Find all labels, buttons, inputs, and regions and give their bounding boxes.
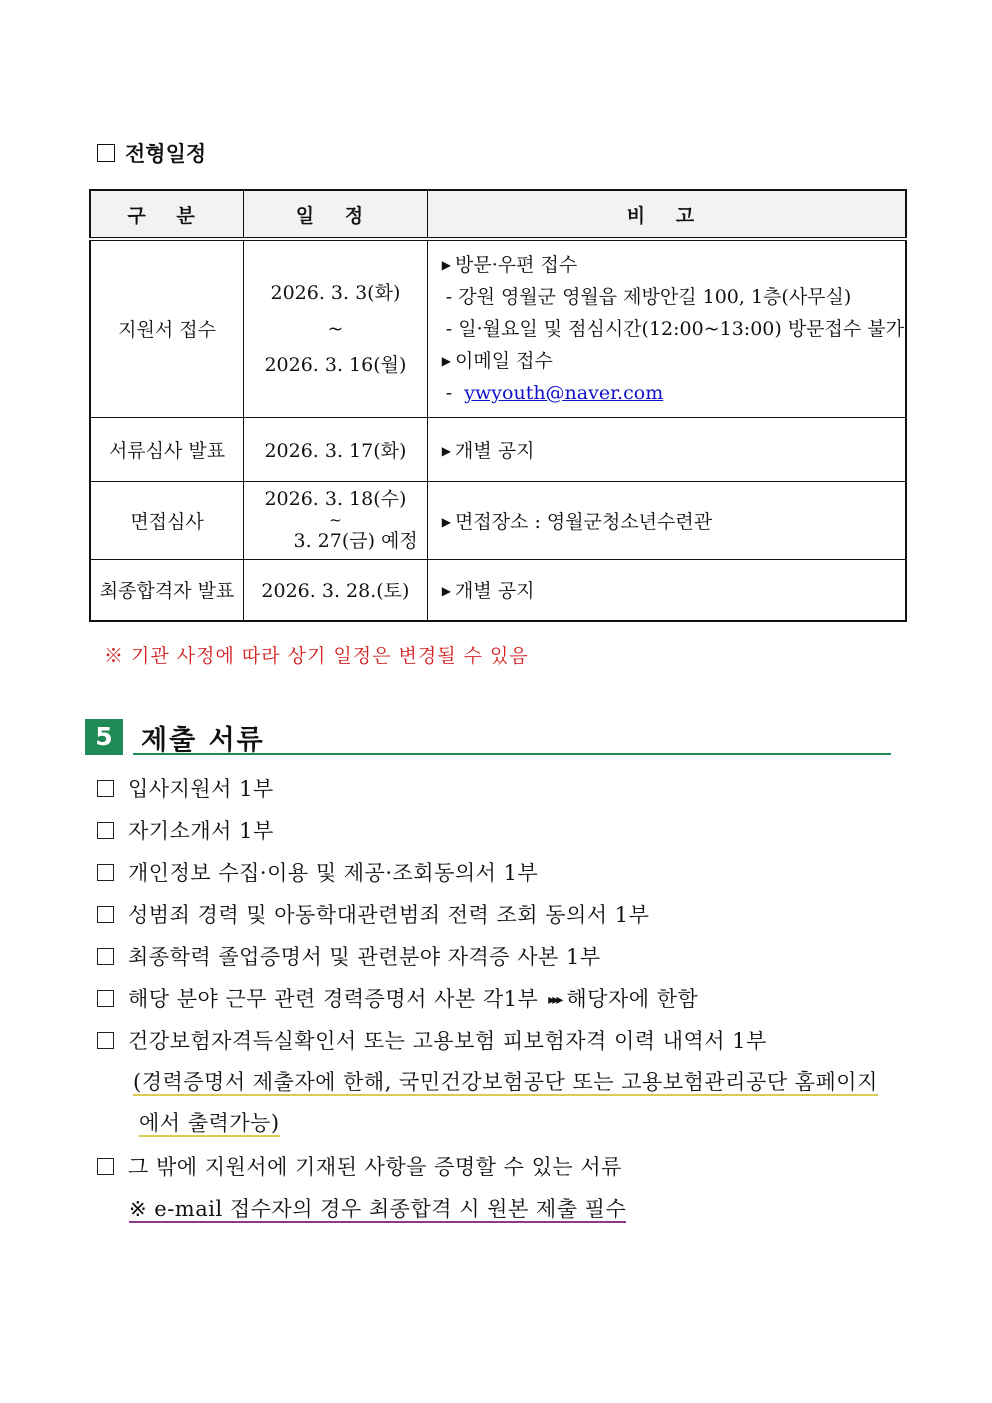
section-number-badge: 5 bbox=[85, 719, 123, 755]
checkbox-icon bbox=[97, 1158, 114, 1175]
row-date: 2026. 3. 17(화) bbox=[244, 417, 428, 481]
row-category: 면접심사 bbox=[90, 481, 244, 559]
row-notes: ▶ 개별 공지 bbox=[427, 417, 906, 481]
row-notes: ▶ 면접장소 : 영월군청소년수련관 bbox=[427, 481, 906, 559]
list-item: 최종학력 졸업증명서 및 관련분야 자격증 사본 1부 bbox=[97, 936, 917, 978]
header-notes: 비 고 bbox=[427, 190, 906, 239]
table-row bbox=[90, 559, 906, 621]
triangle-right-icon: ▶ bbox=[441, 353, 451, 368]
header-category: 구 분 bbox=[90, 190, 244, 239]
triangle-right-icon: ▶ bbox=[441, 584, 451, 599]
schedule-table bbox=[89, 189, 907, 622]
table-header-row bbox=[90, 190, 906, 239]
table-row bbox=[90, 417, 906, 481]
documents-title: 제출 서류 bbox=[141, 725, 265, 756]
checkbox-icon bbox=[97, 822, 114, 839]
list-item-note: ※ e-mail 접수자의 경우 최종합격 시 원본 제출 필수 bbox=[129, 1197, 627, 1221]
documents-heading bbox=[85, 718, 891, 758]
schedule-footnote: ※ 기관 사정에 따라 상기 일정은 변경될 수 있음 bbox=[104, 645, 529, 667]
heading-underline bbox=[133, 753, 891, 755]
table-row bbox=[90, 481, 906, 559]
list-item: 해당 분야 근무 관련 경력증명서 사본 각1부 ▸▸▸ 해당자에 한함 bbox=[97, 978, 917, 1020]
checkbox-icon bbox=[97, 864, 114, 881]
row-category: 서류심사 발표 bbox=[90, 417, 244, 481]
row-date: 2026. 3. 18(수) ~ 3. 27(금) 예정 bbox=[244, 481, 428, 559]
triangle-right-icon: ▶ bbox=[441, 443, 451, 458]
list-item: 개인정보 수집·이용 및 제공·조회동의서 1부 bbox=[97, 852, 917, 894]
row-notes: ▶ 방문·우편 접수 - 강원 영월군 영월읍 제방안길 100, 1층(사무실) - 일·월요일 및 점심시간(12:00~13:00) 방문접수 불가 ▶ 이메일 접수 - ywyouth@naver.com bbox=[427, 239, 906, 417]
checkbox-icon bbox=[97, 1032, 114, 1049]
list-item: 성범죄 경력 및 아동학대관련범죄 전력 조회 동의서 1부 bbox=[97, 894, 917, 936]
row-category: 최종합격자 발표 bbox=[90, 559, 244, 621]
triple-arrow-icon: ▸▸▸ bbox=[548, 992, 561, 1008]
header-date: 일 정 bbox=[244, 190, 428, 239]
list-item-note: 에서 출력가능) bbox=[139, 1111, 280, 1135]
checkbox-icon bbox=[97, 990, 114, 1007]
table-row bbox=[90, 239, 906, 417]
checkbox-icon bbox=[97, 780, 114, 797]
checkbox-icon bbox=[97, 144, 115, 162]
list-item: 입사지원서 1부 bbox=[97, 768, 917, 810]
checkbox-icon bbox=[97, 906, 114, 923]
schedule-section-title: 전형일정 bbox=[97, 138, 206, 168]
row-category: 지원서 접수 bbox=[90, 239, 244, 417]
list-item: 자기소개서 1부 bbox=[97, 810, 917, 852]
list-item-note: (경력증명서 제출자에 한해, 국민건강보험공단 또는 고용보험관리공단 홈페이지 bbox=[133, 1070, 878, 1094]
triangle-right-icon: ▶ bbox=[441, 257, 451, 272]
row-date: 2026. 3. 28.(토) bbox=[244, 559, 428, 621]
row-notes: ▶ 개별 공지 bbox=[427, 559, 906, 621]
list-item: 그 밖에 지원서에 기재된 사항을 증명할 수 있는 서류 bbox=[97, 1146, 917, 1188]
email-link[interactable]: ywyouth@naver.com bbox=[464, 381, 664, 404]
list-item: 건강보험자격득실확인서 또는 고용보험 피보험자격 이력 내역서 1부 bbox=[97, 1020, 917, 1062]
row-date: 2026. 3. 3(화) ~ 2026. 3. 16(월) bbox=[244, 239, 428, 417]
triangle-right-icon: ▶ bbox=[441, 514, 451, 529]
checkbox-icon bbox=[97, 948, 114, 965]
documents-list bbox=[97, 768, 917, 1230]
